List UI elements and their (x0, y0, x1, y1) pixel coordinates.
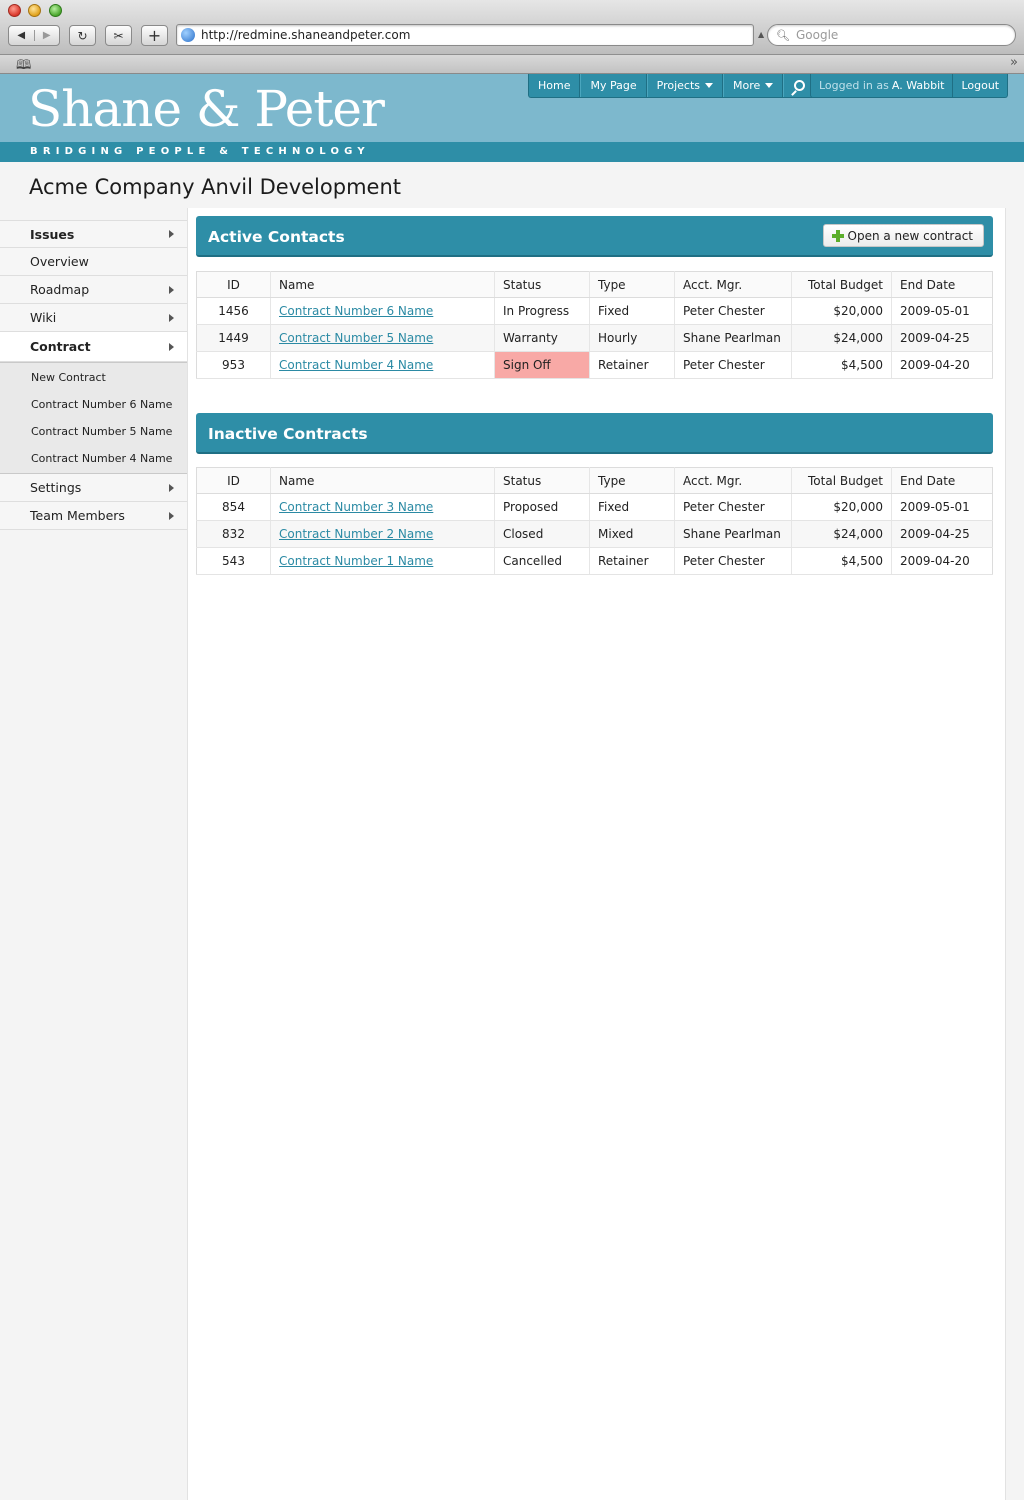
sidebar-item-roadmap[interactable] (0, 276, 187, 304)
subnav-new-contract[interactable] (0, 364, 187, 391)
inactive-contracts-header (196, 413, 993, 454)
sidebar-item-label: Team Members (30, 508, 125, 523)
sidebar (0, 220, 187, 530)
cell-total-budget: $20,000 (792, 298, 892, 325)
cell-type: Hourly (590, 325, 675, 352)
cell-end-date: 2009-04-20 (892, 352, 993, 379)
subnav-contract-4[interactable] (0, 445, 187, 472)
nav-my-page-label: My Page (590, 79, 637, 92)
cell-total-budget: $24,000 (792, 521, 892, 548)
cell-status: Closed (495, 521, 590, 548)
logged-in-user[interactable] (811, 74, 952, 97)
back-icon[interactable]: ◀ (17, 30, 26, 41)
sidebar-item-label: Overview (30, 254, 89, 269)
cell-id: 832 (197, 521, 271, 548)
chevron-right-icon (169, 314, 174, 322)
user-navigation (810, 74, 1008, 98)
reload-icon: ↻ (77, 28, 88, 43)
cell-id: 1449 (197, 325, 271, 352)
cell-end-date: 2009-04-25 (892, 325, 993, 352)
cell-id: 543 (197, 548, 271, 575)
cell-name (271, 521, 495, 548)
column-header-status[interactable]: Status (495, 468, 590, 494)
chevron-right-icon (169, 230, 174, 238)
active-contracts-title: Active Contacts (208, 228, 345, 246)
cell-name (271, 548, 495, 575)
cell-id: 854 (197, 494, 271, 521)
back-forward-buttons (8, 25, 60, 46)
table-header-row (197, 272, 993, 298)
plus-icon: + (147, 26, 162, 45)
table-row (197, 298, 993, 325)
cell-total-budget: $4,500 (792, 548, 892, 575)
subnav-label: Contract Number 6 Name (31, 398, 173, 411)
table-row (197, 494, 993, 521)
logout-label: Logout (961, 79, 1000, 92)
forward-icon[interactable]: ▶ (34, 30, 60, 41)
nav-my-page[interactable] (580, 74, 646, 97)
cell-id: 1456 (197, 298, 271, 325)
cell-status: Warranty (495, 325, 590, 352)
address-bar[interactable] (176, 24, 754, 46)
inactive-contracts-title: Inactive Contracts (208, 425, 368, 443)
cell-type: Fixed (590, 298, 675, 325)
contract-link[interactable]: Contract Number 6 Name (279, 304, 434, 318)
zoom-window-button[interactable] (49, 4, 62, 17)
nav-home-label: Home (538, 79, 571, 92)
cell-name (271, 298, 495, 325)
nav-more-label: More (733, 79, 761, 92)
inactive-contracts-table (196, 467, 993, 575)
cell-name (271, 352, 495, 379)
url-text[interactable]: http://redmine.shaneandpeter.com (201, 28, 411, 42)
chevron-down-icon (765, 83, 773, 88)
open-new-contract-label: Open a new contract (847, 228, 973, 243)
column-header-id[interactable]: ID (197, 468, 271, 494)
reload-button[interactable] (69, 25, 96, 46)
cell-end-date: 2009-05-01 (892, 494, 993, 521)
top-navigation (528, 74, 815, 98)
search-placeholder: Google (795, 28, 839, 42)
table-row (197, 325, 993, 352)
column-header-status[interactable]: Status (495, 272, 590, 298)
column-header-acct-mgr[interactable]: Acct. Mgr. (675, 468, 792, 494)
sidebar-item-contract[interactable] (0, 332, 187, 362)
bookmarks-book-icon[interactable]: 🕮 (16, 58, 32, 73)
site-logo[interactable]: Shane & Peter (28, 80, 384, 138)
nav-more[interactable] (723, 74, 783, 97)
column-header-total-budget[interactable]: Total Budget (792, 272, 892, 298)
cell-end-date: 2009-04-20 (892, 548, 993, 575)
minimize-window-button[interactable] (28, 4, 41, 17)
cell-acct-mgr: Shane Pearlman (675, 325, 792, 352)
cell-acct-mgr: Peter Chester (675, 494, 792, 521)
bookmarks-overflow-icon[interactable]: » (1010, 55, 1018, 70)
sidebar-item-overview[interactable] (0, 248, 187, 276)
search-icon (794, 80, 805, 91)
column-header-type[interactable]: Type (590, 272, 675, 298)
browser-toolbar (0, 0, 1024, 55)
cell-type: Mixed (590, 521, 675, 548)
subnav-contract-5[interactable] (0, 418, 187, 445)
column-header-type[interactable]: Type (590, 468, 675, 494)
cell-total-budget: $4,500 (792, 352, 892, 379)
user-name: A. Wabbit (891, 79, 945, 92)
sidebar-item-wiki[interactable] (0, 304, 187, 332)
cell-end-date: 2009-05-01 (892, 298, 993, 325)
sidebar-item-label: Issues (30, 226, 75, 242)
cell-total-budget: $24,000 (792, 325, 892, 352)
cell-id: 953 (197, 352, 271, 379)
contract-link[interactable]: Contract Number 2 Name (279, 527, 434, 541)
cell-name (271, 494, 495, 521)
cell-acct-mgr: Peter Chester (675, 352, 792, 379)
subnav-label: Contract Number 4 Name (31, 452, 173, 465)
column-header-name[interactable]: Name (271, 468, 495, 494)
cell-status-alert: Sign Off (495, 352, 590, 379)
column-header-end-date[interactable]: End Date (892, 468, 993, 494)
nav-home[interactable] (529, 74, 580, 97)
active-contracts-header (196, 216, 993, 257)
site-tagline: BRIDGING PEOPLE & TECHNOLOGY (30, 146, 370, 157)
column-header-name[interactable]: Name (271, 272, 495, 298)
snapback-button[interactable] (105, 25, 132, 46)
logged-in-prefix: Logged in as (819, 79, 889, 92)
sidebar-item-label: Contract (30, 339, 91, 354)
contract-link[interactable]: Contract Number 5 Name (279, 331, 434, 345)
active-contracts-table (196, 271, 993, 379)
column-header-end-date[interactable]: End Date (892, 272, 993, 298)
sidebar-item-label: Roadmap (30, 282, 90, 297)
close-window-button[interactable] (8, 4, 21, 17)
main-content (187, 208, 1006, 1500)
address-dropdown-icon[interactable]: ▲ (758, 30, 765, 39)
column-header-id[interactable]: ID (197, 272, 271, 298)
logout-button[interactable] (952, 74, 1007, 97)
chevron-right-icon (169, 343, 174, 351)
cell-total-budget: $20,000 (792, 494, 892, 521)
plus-icon (832, 230, 844, 242)
add-bookmark-button[interactable] (141, 25, 168, 46)
contract-link[interactable]: Contract Number 4 Name (279, 358, 434, 372)
chevron-right-icon (169, 286, 174, 294)
table-row (197, 521, 993, 548)
search-icon: 🔍︎ (776, 28, 790, 42)
cell-type: Retainer (590, 352, 675, 379)
snapback-icon: ✂ (113, 28, 124, 43)
contract-link[interactable]: Contract Number 3 Name (279, 500, 434, 514)
sidebar-item-settings[interactable] (0, 474, 187, 502)
sidebar-item-label: Wiki (30, 310, 57, 325)
table-header-row (197, 468, 993, 494)
chevron-down-icon (705, 83, 713, 88)
chevron-right-icon (169, 484, 174, 492)
cell-type: Retainer (590, 548, 675, 575)
cell-status: In Progress (495, 298, 590, 325)
bookmarks-bar (0, 55, 1024, 74)
sidebar-item-team-members[interactable] (0, 502, 187, 530)
cell-status: Proposed (495, 494, 590, 521)
cell-status: Cancelled (495, 548, 590, 575)
nav-projects-label: Projects (656, 79, 700, 92)
page-title: Acme Company Anvil Development (29, 175, 401, 199)
contract-link[interactable]: Contract Number 1 Name (279, 554, 434, 568)
nav-projects[interactable] (647, 74, 723, 97)
globe-icon (181, 28, 195, 42)
column-header-acct-mgr[interactable]: Acct. Mgr. (675, 272, 792, 298)
cell-name (271, 325, 495, 352)
subnav-contract-6[interactable] (0, 391, 187, 418)
subnav-label: New Contract (31, 371, 106, 384)
search-field[interactable] (767, 24, 1016, 46)
cell-end-date: 2009-04-25 (892, 521, 993, 548)
table-row (197, 352, 993, 379)
sidebar-item-label: Settings (30, 480, 82, 495)
sidebar-item-issues[interactable] (0, 220, 187, 248)
chevron-right-icon (169, 512, 174, 520)
cell-acct-mgr: Peter Chester (675, 298, 792, 325)
cell-type: Fixed (590, 494, 675, 521)
column-header-total-budget[interactable]: Total Budget (792, 468, 892, 494)
table-row (197, 548, 993, 575)
cell-acct-mgr: Shane Pearlman (675, 521, 792, 548)
open-new-contract-button[interactable] (823, 224, 985, 247)
contract-subnav (0, 362, 187, 474)
subnav-label: Contract Number 5 Name (31, 425, 173, 438)
cell-acct-mgr: Peter Chester (675, 548, 792, 575)
